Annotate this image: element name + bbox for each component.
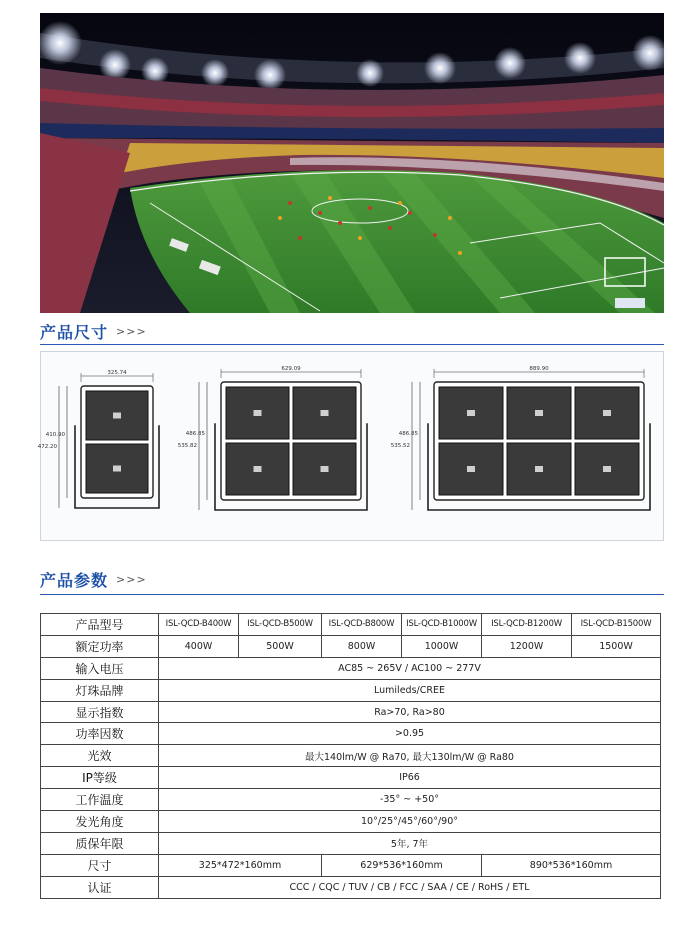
spec-row: [41, 811, 661, 833]
dimensions-title: 产品尺寸: [40, 322, 109, 342]
spec-table: [40, 613, 661, 899]
spec-cell: IP66: [159, 767, 661, 789]
module-label-plate: [254, 466, 262, 472]
spec-cell: ISL-QCD-B500W: [239, 614, 322, 636]
module-label-plate: [321, 410, 329, 416]
spec-cell: ISL-QCD-B1200W: [482, 614, 572, 636]
spec-cell: 5年, 7年: [159, 832, 661, 854]
spec-row: [41, 745, 661, 767]
dimension-drawings-panel: [37, 351, 664, 541]
spec-cell: >0.95: [159, 723, 661, 745]
spec-row-label: 输入电压: [41, 657, 159, 679]
spec-row-label: IP等级: [41, 767, 159, 789]
spec-row-label: 功率因数: [41, 723, 159, 745]
spec-row: [41, 876, 661, 898]
module-label-plate: [467, 466, 475, 472]
spec-row: [41, 635, 661, 657]
spec-row: [41, 614, 661, 636]
module-label-plate: [535, 466, 543, 472]
outer-height-label: 535.82: [177, 443, 197, 449]
spec-row-label: 产品型号: [41, 614, 159, 636]
module-label-plate: [603, 410, 611, 416]
module-label-plate: [603, 466, 611, 472]
dimensions-section-heading: [40, 319, 147, 343]
spec-row: [41, 701, 661, 723]
module-label-plate: [254, 410, 262, 416]
outer-height-label: 535.52: [390, 443, 410, 449]
spec-row-label: 认证: [41, 876, 159, 898]
spec-cell: 最大140lm/W @ Ra70, 最大130lm/W @ Ra80: [159, 745, 661, 767]
width-dimension-label: 325.74: [107, 370, 127, 376]
spec-row: [41, 832, 661, 854]
inner-height-label: 410.90: [45, 432, 65, 438]
spec-row-label: 尺寸: [41, 854, 159, 876]
spec-cell: 800W: [322, 635, 402, 657]
spec-cell: Ra>70, Ra>80: [159, 701, 661, 723]
spec-cell: -35° ~ +50°: [159, 789, 661, 811]
stadium-illustration: [40, 13, 664, 313]
inner-height-label: 486.85: [185, 431, 205, 437]
inner-height-label: 486.85: [398, 431, 418, 437]
dimensions-arrows: >>>: [116, 324, 147, 338]
spec-row-label: 灯珠品牌: [41, 679, 159, 701]
params-title: 产品参数: [40, 570, 109, 590]
width-dimension-label: 629.09: [281, 366, 301, 372]
spec-row: [41, 679, 661, 701]
outer-height-label: 472.20: [37, 444, 57, 450]
spec-cell: 890*536*160mm: [482, 854, 661, 876]
module-label-plate: [321, 466, 329, 472]
spec-cell: CCC / CQC / TUV / CB / FCC / SAA / CE / RoHS / ETL: [159, 876, 661, 898]
spec-row-label: 质保年限: [41, 832, 159, 854]
spec-cell: 400W: [159, 635, 239, 657]
spec-row-label: 光效: [41, 745, 159, 767]
spec-cell: 629*536*160mm: [322, 854, 482, 876]
spec-cell: 1500W: [572, 635, 661, 657]
spec-row: [41, 854, 661, 876]
params-arrows: >>>: [116, 572, 147, 586]
spec-cell: ISL-QCD-B400W: [159, 614, 239, 636]
spec-cell: ISL-QCD-B1500W: [572, 614, 661, 636]
spec-cell: 1200W: [482, 635, 572, 657]
spec-row: [41, 767, 661, 789]
module-label-plate: [113, 413, 121, 419]
module-label-plate: [467, 410, 475, 416]
spec-cell: 10°/25°/45°/60°/90°: [159, 811, 661, 833]
spec-row-label: 额定功率: [41, 635, 159, 657]
width-dimension-label: 889.90: [529, 366, 549, 372]
spec-row: [41, 723, 661, 745]
spec-cell: 325*472*160mm: [159, 854, 322, 876]
params-divider: [40, 594, 664, 595]
spec-cell: ISL-QCD-B1000W: [402, 614, 482, 636]
spec-row: [41, 657, 661, 679]
spec-cell: AC85 ~ 265V / AC100 ~ 277V: [159, 657, 661, 679]
spec-row-label: 工作温度: [41, 789, 159, 811]
spec-cell: 1000W: [402, 635, 482, 657]
spec-cell: Lumileds/CREE: [159, 679, 661, 701]
dimensions-divider: [40, 344, 664, 345]
spec-row: [41, 789, 661, 811]
spec-cell: ISL-QCD-B800W: [322, 614, 402, 636]
spec-row-label: 发光角度: [41, 811, 159, 833]
stadium-hero-image: [40, 13, 664, 313]
spec-row-label: 显示指数: [41, 701, 159, 723]
module-label-plate: [113, 466, 121, 472]
spec-cell: 500W: [239, 635, 322, 657]
dimension-drawings: [37, 352, 663, 540]
params-section-heading: [40, 567, 147, 591]
module-label-plate: [535, 410, 543, 416]
